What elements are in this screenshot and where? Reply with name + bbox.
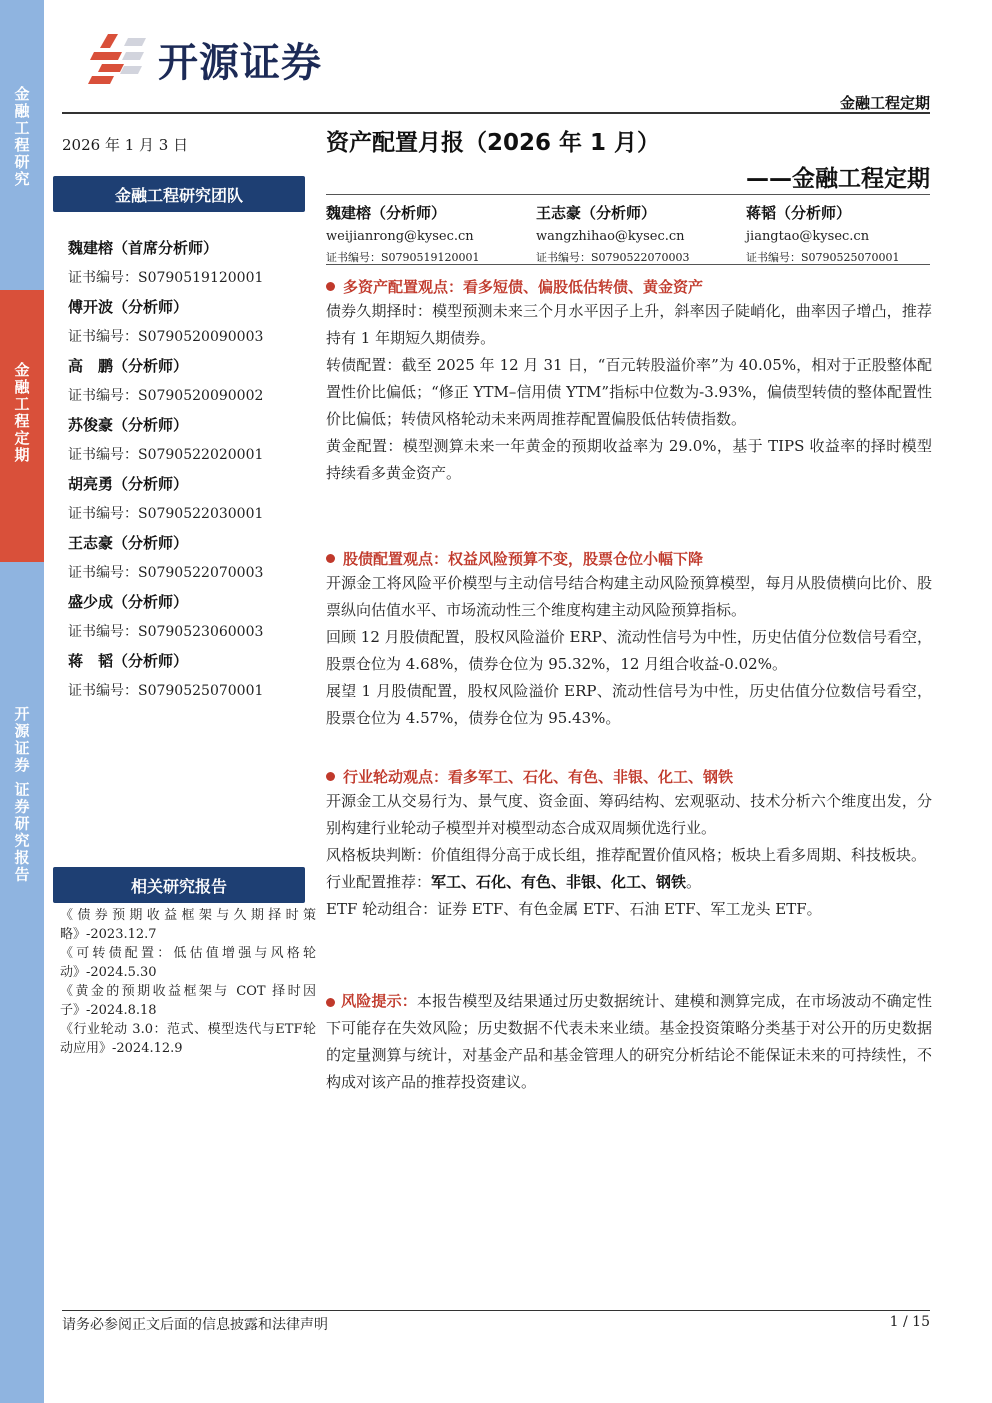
author-block: [326, 202, 930, 265]
analyst-cert: 证书编号：S0790520090003: [68, 329, 264, 345]
team-heading: 金融工程研究团队: [53, 176, 305, 212]
side-label-middle: 金融工程定期: [12, 362, 31, 464]
analyst-cert: 证书编号：S0790519120001: [68, 270, 264, 286]
section-stock-bond: [326, 546, 932, 732]
author-name: 魏建榕（分析师）: [326, 204, 447, 222]
risk-paragraph: [326, 988, 932, 1096]
paragraph: 展望 1 月股债配置，股权风险溢价 ERP、流动性信号为中性，历史估值分位数信号看空，股票仓位为 4.57%，债券仓位为 95.43%。: [326, 682, 932, 727]
analyst-name: 傅开波（分析师）: [68, 298, 189, 316]
related-report-link[interactable]: 《黄金的预期收益框架与 COT 择时因子》-2024.8.18: [60, 984, 316, 1018]
paragraph: 转债配置：截至 2025 年 12 月 31 日，“百元转股溢价率”为 40.05%，相对于正股整体配置性价比偏低；“修正 YTM–信用债 YTM”指标中位数为-3.93%，偏债型转债的整体配置性价比偏低；转债风格轮动未来两周推荐配置偏股低估转债指数。: [326, 356, 932, 428]
side-label-middle-wrap: [0, 290, 44, 562]
section-heading: [326, 546, 932, 570]
analyst-entry: [68, 355, 263, 405]
paragraph-suffix: 。: [686, 873, 702, 891]
analyst-name: 胡亮勇（分析师）: [68, 475, 189, 493]
author-cert: 证书编号：S0790525070001: [746, 251, 900, 264]
analyst-entry: [68, 237, 263, 287]
analyst-entry: [68, 414, 263, 464]
paragraph: 开源金工将风险平价模型与主动信号结合构建主动风险预算模型，每月从股债横向比价、股票纵向估值水平、市场流动性三个维度构建主动风险预算指标。: [326, 574, 932, 619]
section-heading: [326, 764, 932, 788]
related-report-link[interactable]: 《行业轮动 3.0：范式、模型迭代与ETF轮动应用》-2024.12.9: [60, 1022, 316, 1056]
analyst-entry: [68, 650, 263, 700]
section-industry: [326, 764, 932, 923]
author-email[interactable]: jiangtao@kysec.cn: [746, 229, 870, 244]
paragraph: 开源金工从交易行为、景气度、资金面、筹码结构、宏观驱动、技术分析六个维度出发，分别构建行业轮动子模型并对模型动态合成双周频优选行业。: [326, 792, 932, 837]
risk-text: 本报告模型及结果通过历史数据统计、建模和测算完成，在市场波动不确定性下可能存在失效风险；历史数据不代表未来业绩。基金投资策略分类基于对公开的历史数据的定量测算与统计，对基金产品和基金管理人的研究分析结论不能保证未来的可持续性，不构成对该产品的推荐投资建议。: [326, 992, 932, 1091]
author-name: 蒋韬（分析师）: [746, 204, 852, 222]
analyst-entry: [68, 296, 263, 346]
title-divider: [326, 194, 930, 195]
header-tag: 金融工程定期: [839, 94, 930, 112]
section-multi-asset: [326, 274, 932, 487]
paragraph: 债券久期择时：模型预测未来三个月水平因子上升，斜率因子陡峭化，曲率因子增凸，推荐持有 1 年期短久期债券。: [326, 302, 932, 347]
header-divider: [62, 112, 930, 114]
side-label-top-wrap: [0, 86, 44, 286]
bullet-icon: [326, 998, 335, 1007]
report-subtitle: ——金融工程定期: [746, 166, 930, 192]
analyst-entry: [68, 473, 263, 523]
related-reports-heading: 相关研究报告: [53, 867, 305, 903]
analyst-entry: [68, 532, 263, 582]
author-entry: [326, 202, 536, 265]
analyst-entry: [68, 591, 263, 641]
author-email[interactable]: wangzhihao@kysec.cn: [536, 229, 685, 244]
author-cert: 证书编号：S0790519120001: [326, 251, 480, 264]
paragraph-prefix: 行业配置推荐：: [326, 873, 432, 891]
footer-divider: [62, 1310, 930, 1311]
author-name: 王志豪（分析师）: [536, 204, 657, 222]
logo-text: 开源证券: [158, 39, 322, 86]
side-strip: [0, 0, 44, 1403]
author-entry: [536, 202, 746, 265]
footer-disclaimer: 请务必参阅正文后面的信息披露和法律声明: [62, 1317, 328, 1333]
analyst-name: 苏俊豪（分析师）: [68, 416, 189, 434]
side-label-bottom: 开源证券 证券研究报告: [12, 706, 31, 884]
paragraph-emphasis: 军工、石化、有色、非银、化工、钢铁: [431, 873, 687, 891]
analyst-cert: 证书编号：S0790523060003: [68, 624, 264, 640]
paragraph: [326, 869, 932, 896]
analyst-cert: 证书编号：S0790525070001: [68, 683, 264, 699]
related-report-link[interactable]: 《债券预期收益框架与久期择时策略》-2023.12.7: [60, 908, 316, 942]
paragraph: 风格板块判断：价值组得分高于成长组，推荐配置价值风格；板块上看多周期、科技板块。: [326, 846, 927, 864]
analyst-cert: 证书编号：S0790522020001: [68, 447, 264, 463]
author-entry: [746, 202, 930, 265]
analyst-name: 蒋 韬（分析师）: [68, 652, 189, 670]
analyst-cert: 证书编号：S0790522030001: [68, 506, 264, 522]
section-heading-text: 行业轮动观点：看多军工、石化、有色、非银、化工、钢铁: [343, 767, 734, 786]
bullet-icon: [326, 554, 335, 563]
related-report-link[interactable]: 《可转债配置：低估值增强与风格轮动》-2024.5.30: [60, 946, 316, 980]
logo-mark-icon: [88, 30, 148, 88]
side-label-bottom-wrap: [0, 706, 44, 906]
report-title: 资产配置月报（2026 年 1 月）: [326, 130, 661, 156]
bullet-icon: [326, 282, 335, 291]
section-risk: [326, 988, 932, 1096]
analyst-name: 魏建榕（首席分析师）: [68, 239, 219, 257]
side-label-top: 金融工程研究: [12, 86, 31, 188]
risk-label: 风险提示：: [341, 992, 417, 1010]
bullet-icon: [326, 772, 335, 781]
analyst-name: 高 鹏（分析师）: [68, 357, 189, 375]
analyst-cert: 证书编号：S0790520090002: [68, 388, 264, 404]
paragraph: 黄金配置：模型测算未来一年黄金的预期收益率为 29.0%，基于 TIPS 收益率的择时模型持续看多黄金资产。: [326, 437, 932, 482]
analyst-name: 王志豪（分析师）: [68, 534, 189, 552]
related-reports-list: [60, 906, 316, 1058]
page-number: 1 / 15: [889, 1314, 930, 1330]
analyst-cert: 证书编号：S0790522070003: [68, 565, 264, 581]
authors-divider: [326, 264, 930, 265]
section-heading-text: 股债配置观点：权益风险预算不变，股票仓位小幅下降: [343, 549, 704, 568]
analyst-name: 盛少成（分析师）: [68, 593, 189, 611]
section-heading-text: 多资产配置观点：看多短债、偏股低估转债、黄金资产: [343, 277, 704, 296]
author-cert: 证书编号：S0790522070003: [536, 251, 690, 264]
paragraph: ETF 轮动组合：证券 ETF、有色金属 ETF、石油 ETF、军工龙头 ETF。: [326, 900, 822, 918]
report-date: 2026 年 1 月 3 日: [62, 136, 189, 154]
company-logo: [88, 30, 322, 88]
section-heading: [326, 274, 932, 298]
author-email[interactable]: weijianrong@kysec.cn: [326, 229, 474, 244]
paragraph: 回顾 12 月股债配置，股权风险溢价 ERP、流动性信号为中性，历史估值分位数信号看空，股票仓位为 4.68%，债券仓位为 95.32%，12 月组合收益-0.02%。: [326, 628, 932, 673]
